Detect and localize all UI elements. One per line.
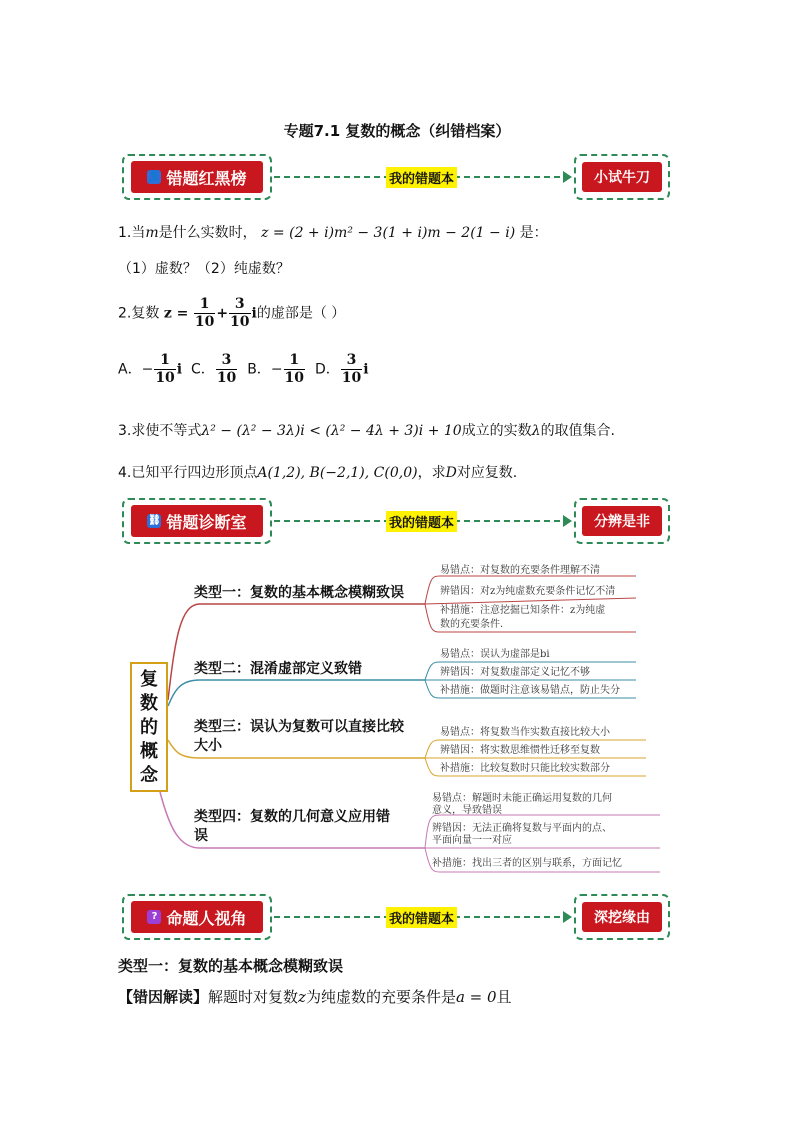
type-4-title-line: 类型四：复数的几何意义应用错 (194, 809, 390, 825)
type-1-note: 易错点：对复数的充要条件理解不清 (440, 565, 600, 576)
q2-f2-den: 10 (230, 314, 250, 330)
banner-right-button[interactable]: 小试牛刀 (582, 162, 662, 192)
section-bracket-label: 【错因解读】 (118, 988, 209, 1006)
banner-right-frame (574, 894, 670, 940)
type-3-note: 辨错因：将实数思维惯性迁移至复数 (440, 745, 600, 756)
page-title: 专题7.1 复数的概念（纠错档案） (283, 122, 511, 140)
option-b-den: 10 (284, 370, 305, 386)
q3-mid: 成立的实数 (461, 423, 532, 439)
type-1-title: 类型一：复数的基本概念模糊致误 (194, 585, 404, 601)
type-1-note: 辨错因：对z为纯虚数充要条件记忆不清 (440, 586, 616, 597)
q1-formula: z = (2 + i)m² − 3(1 + i)m − 2(1 − i) (261, 225, 516, 241)
option-a-num: 1 (154, 352, 175, 370)
section-heading: 类型一：复数的基本概念模糊致误 (118, 957, 344, 975)
q1-prefix: 1.当 (118, 225, 146, 241)
banner-left-frame (122, 894, 272, 940)
q2-f1-num: 1 (194, 296, 215, 314)
banner-left-label: 错题红黑榜 (166, 168, 247, 188)
q3-prefix: 3.求使不等式 (118, 423, 202, 439)
type-4-note: 易错点：解题时未能正确运用复数的几何 (432, 793, 612, 804)
type-3-title-line: 类型三：误认为复数可以直接比较 (194, 719, 404, 735)
type-4-note: 意义，导致错误 (432, 805, 502, 816)
option-d-num: 3 (341, 352, 362, 370)
type-3-note: 易错点：将复数当作实数直接比较大小 (440, 727, 610, 738)
q2-prefix: 2.复数 (118, 305, 160, 322)
type-4-note: 辨错因：无法正确将复数与平面内的点、 (432, 823, 612, 834)
type-1-note: 补措施：注意挖掘已知条件：z为纯虚 (440, 605, 606, 616)
option-a-i: i (176, 361, 183, 378)
center-char: 复 (140, 669, 158, 690)
q4-variable: D (445, 465, 457, 481)
section-variable: z (298, 988, 306, 1006)
type-1-note: 数的充要条件. (440, 619, 504, 630)
link-icon: ⛓ (148, 515, 161, 526)
option-d-i: i (363, 361, 369, 378)
section-text: 解题时对复数 (208, 988, 299, 1006)
type-3-note: 补措施：比较复数时只能比较实数部分 (440, 763, 610, 774)
q4-mid: ，求 (417, 465, 446, 481)
option-b-num: 1 (284, 352, 305, 370)
banner-middle-label: 我的错题本 (386, 511, 457, 532)
type-2-note: 易错点：误认为虚部是bi (440, 649, 550, 660)
banner-left-label: 命题人视角 (166, 908, 247, 928)
option-a-den: 10 (155, 370, 175, 386)
type-2-title: 类型二：混淆虚部定义致错 (194, 661, 362, 677)
center-char: 概 (140, 741, 158, 762)
option-b-label[interactable]: B． (247, 361, 271, 378)
q4-prefix: 4.已知平行四边形顶点 (118, 465, 258, 481)
banner-right-button[interactable]: 分辨是非 (582, 506, 662, 536)
q3-suffix: 的取值集合. (540, 423, 616, 439)
banner-middle-label: 我的错题本 (386, 907, 457, 928)
branch-2-line (168, 680, 425, 706)
type-3-title (194, 718, 404, 756)
center-char: 念 (140, 765, 158, 786)
option-d-den: 10 (341, 370, 362, 386)
section-text: 且 (496, 988, 512, 1006)
q2-i: i (251, 305, 257, 322)
banner-middle-label: 我的错题本 (386, 167, 457, 188)
option-a-minus: − (141, 361, 154, 378)
type-4-title-line: 误 (194, 828, 208, 844)
banner-right-button[interactable]: 深挖缘由 (582, 902, 662, 932)
q2-f2-num: 3 (229, 296, 250, 314)
banner-examiner-view (122, 894, 670, 942)
q2-suffix: 的虚部是（ ） (256, 305, 346, 322)
option-c-label[interactable]: C． (191, 361, 215, 378)
type-3-title-line: 大小 (194, 738, 222, 754)
option-c-den: 10 (216, 370, 237, 386)
section-body (118, 986, 512, 1007)
type-2-note: 辨错因：对复数虚部定义记忆不够 (440, 667, 590, 678)
person-icon: 👤 (148, 171, 161, 182)
type-4-title (194, 808, 390, 846)
q3-formula: λ² − (λ² − 3λ)i < (λ² − 4λ + 3)i + 10 (201, 423, 462, 439)
arrow-right-icon (563, 911, 572, 923)
q2-plus: + (216, 305, 229, 322)
option-b-minus: − (270, 361, 283, 378)
question-icon: ? (147, 910, 161, 924)
banner-left-button[interactable] (131, 901, 263, 933)
question-1-sub: （1）虚数？（2）纯虚数？ (118, 261, 290, 277)
option-a-label[interactable]: A． (118, 361, 142, 378)
type-4-note: 补措施：找出三者的区别与联系，方面记忆 (432, 858, 622, 869)
option-d-label[interactable]: D． (314, 361, 340, 378)
type-2-note: 补措施：做题时注意该易错点，防止失分 (440, 685, 620, 696)
center-char: 的 (140, 717, 158, 738)
center-char: 数 (140, 693, 158, 714)
mindmap-center (130, 662, 168, 792)
q1-mid: 是什么实数时， (158, 225, 257, 241)
q2-z: z = (163, 305, 189, 322)
q3-variable: λ (531, 423, 541, 439)
q2-f1-den: 10 (194, 314, 215, 330)
type-4-note: 平面向量一一对应 (432, 835, 512, 846)
banner-left-label: 错题诊断室 (166, 512, 247, 532)
q1-suffix: 是： (519, 225, 548, 241)
section-formula: a = 0 (455, 988, 497, 1006)
section-text: 为纯虚数的充要条件是 (305, 988, 456, 1006)
option-c-num: 3 (216, 352, 237, 370)
branch-1-line (168, 604, 425, 700)
q4-formula: A(1,2), B(−2,1), C(0,0) (257, 465, 418, 481)
q1-variable: m (145, 225, 159, 241)
q4-suffix: 对应复数. (456, 465, 518, 481)
